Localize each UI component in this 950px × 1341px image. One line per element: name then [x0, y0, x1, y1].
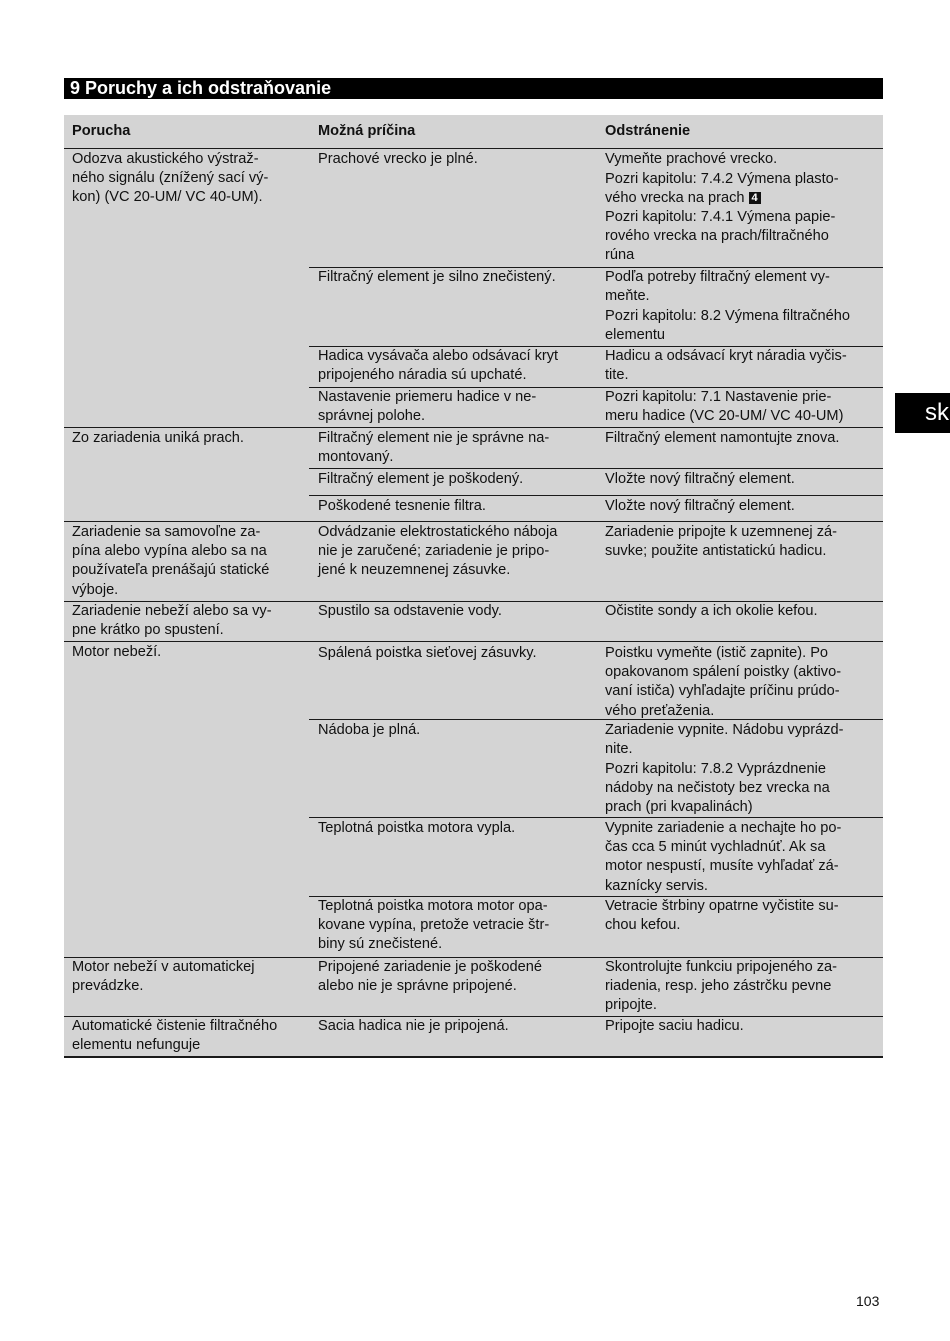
fault-cell: Odozva akustického výstraž- ného signálu (znížený sací vý- kon) (VC 20-UM/ VC 40-UM). — [72, 151, 269, 206]
remedy-cell: Vetracie štrbiny opatrne vyčistite su- chou kefou. — [605, 898, 839, 934]
cause-cell: Prachové vrecko je plné. — [318, 151, 478, 167]
remedy-cell — [605, 170, 875, 208]
header-porucha: Porucha — [72, 123, 131, 139]
language-tab — [895, 393, 950, 433]
cause-cell: Filtračný element je silno znečistený. — [318, 269, 556, 285]
section-title: 9 Poruchy a ich odstraňovanie — [64, 78, 883, 99]
fault-cell: Automatické čistenie filtračného elementu nefunguje — [72, 1018, 278, 1054]
table-bottom-border — [64, 1056, 883, 1058]
cause-cell: Teplotná poistka motora vypla. — [318, 820, 516, 836]
subrow-divider — [309, 495, 883, 496]
remedy-cell: Vložte nový filtračný element. — [605, 498, 795, 514]
remedy-cell: Zariadenie pripojte k uzemnenej zá- suvke; použite antistatickú hadicu. — [605, 524, 838, 560]
remedy-text: Pozri kapitolu: 7.4.2 Výmena plasto- vého vrecka na prach — [605, 171, 839, 207]
remedy-cell: Filtračný element namontujte znova. — [605, 430, 840, 446]
row-divider — [64, 521, 883, 522]
row-divider — [64, 427, 883, 428]
remedy-cell: Pozri kapitolu: 7.4.1 Výmena papie- rového vrecka na prach/filtračného rúna — [605, 209, 836, 264]
fault-cell: Motor nebeží v automatickej prevádzke. — [72, 959, 255, 995]
page-number: 103 — [856, 1293, 880, 1309]
subrow-divider — [309, 468, 883, 469]
fault-cell: Zariadenie nebeží alebo sa vy- pne krátko po spustení. — [72, 603, 272, 639]
remedy-cell: Skontrolujte funkciu pripojeného za- riadenia, resp. jeho zástrčku pevne pripojte. — [605, 959, 838, 1014]
remedy-cell: Poistku vymeňte (istič zapnite). Po opakovanom spálení poistky (aktivo- vaní ističa) vyhľadajte príčinu prúdo- vého preťaženia. — [605, 645, 842, 719]
troubleshooting-table — [64, 115, 883, 1058]
header-divider — [64, 148, 883, 149]
remedy-cell: Podľa potreby filtračný element vy- meňte. — [605, 269, 830, 305]
remedy-cell: Pozri kapitolu: 8.2 Výmena filtračného elementu — [605, 308, 850, 344]
fault-cell: Zariadenie sa samovoľne za- pína alebo vypína alebo sa na používateľa prenášajú statické výboje. — [72, 524, 270, 598]
remedy-cell: Pripojte saciu hadicu. — [605, 1018, 744, 1034]
remedy-cell: Pozri kapitolu: 7.8.2 Vyprázdnenie nádoby na nečistoty bez vrecka na prach (pri kvapalinách) — [605, 761, 830, 816]
cause-cell: Pripojené zariadenie je poškodené alebo nie je správne pripojené. — [318, 959, 542, 995]
cause-cell: Odvádzanie elektrostatického náboja nie je zaručené; zariadenie je pripo- jené k neuzemnenej zásuvke. — [318, 524, 558, 579]
remedy-cell: Pozri kapitolu: 7.1 Nastavenie prie- meru hadice (VC 20-UM/ VC 40-UM) — [605, 389, 844, 425]
cause-cell: Spálená poistka sieťovej zásuvky. — [318, 645, 537, 661]
cause-cell: Nastavenie priemeru hadice v ne- správnej polohe. — [318, 389, 537, 425]
figure-reference-badge: 4 — [749, 192, 761, 204]
cause-cell: Filtračný element je poškodený. — [318, 471, 524, 487]
remedy-cell: Vložte nový filtračný element. — [605, 471, 795, 487]
remedy-cell: Vypnite zariadenie a nechajte ho po- čas cca 5 minút vychladnúť. Ak sa motor nespustí, musíte vyhľadať zá- kaznícky servis. — [605, 820, 842, 894]
cause-cell: Hadica vysávača alebo odsávací kryt pripojeného náradia sú upchaté. — [318, 348, 559, 384]
remedy-cell: Hadicu a odsávací kryt náradia vyčis- tite. — [605, 348, 847, 384]
cause-cell: Nádoba je plná. — [318, 722, 421, 738]
cause-cell: Filtračný element nie je správne na- montovaný. — [318, 430, 550, 466]
header-odstranenie: Odstránenie — [605, 123, 691, 139]
language-tab-label: sk — [925, 399, 949, 426]
row-divider — [64, 641, 883, 642]
remedy-cell: Očistite sondy a ich okolie kefou. — [605, 603, 818, 619]
cause-cell: Teplotná poistka motora motor opa- kovane vypína, pretože vetracie štr- biny sú znečistené. — [318, 898, 550, 953]
remedy-cell: Vymeňte prachové vrecko. — [605, 151, 778, 167]
header-pricina: Možná príčina — [318, 123, 416, 139]
fault-cell: Motor nebeží. — [72, 644, 162, 660]
cause-cell: Spustilo sa odstavenie vody. — [318, 603, 502, 619]
remedy-cell: Zariadenie vypnite. Nádobu vyprázd- nite. — [605, 722, 844, 758]
cause-cell: Poškodené tesnenie filtra. — [318, 498, 486, 514]
cause-cell: Sacia hadica nie je pripojená. — [318, 1018, 509, 1034]
fault-cell: Zo zariadenia uniká prach. — [72, 430, 244, 446]
